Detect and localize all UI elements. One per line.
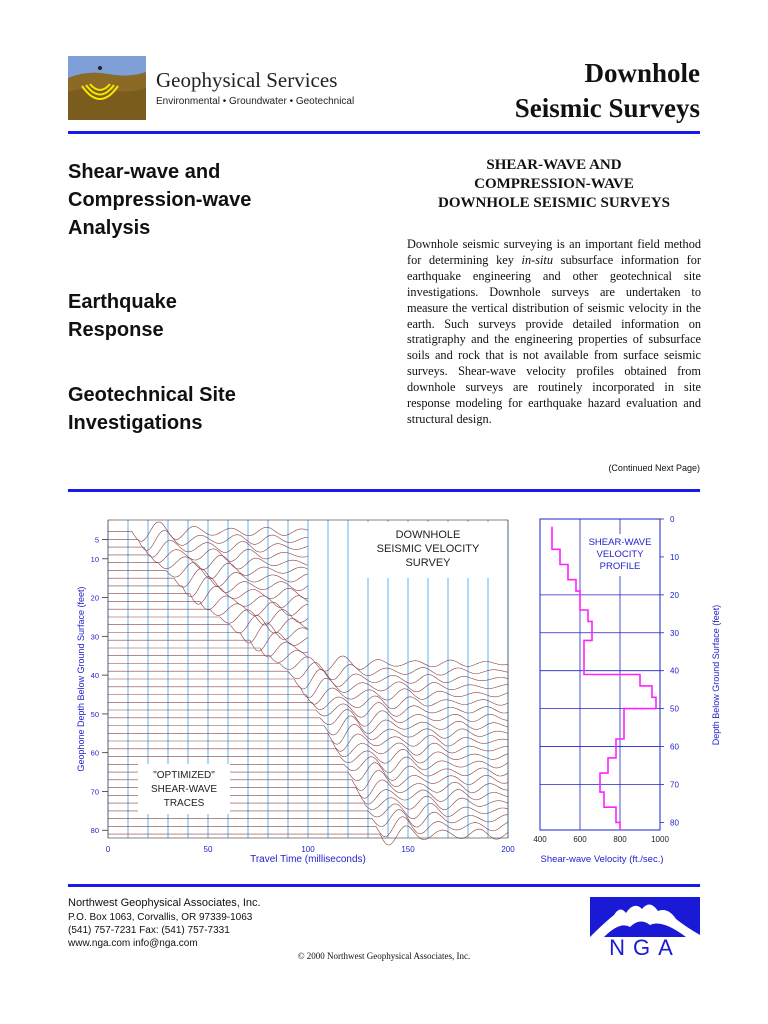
heading-analysis [68, 158, 251, 242]
velocity-x-tick-label: 400 [533, 835, 547, 844]
velocity-title-line2: VELOCITY [596, 549, 644, 560]
continued-note: (Continued Next Page) [608, 463, 700, 473]
section-divider [68, 489, 700, 492]
seismic-y-ticks [91, 535, 108, 835]
seismic-y-tick-label: 5 [94, 535, 99, 545]
velocity-y-tick-label: 70 [670, 780, 679, 790]
seismic-y-tick-label: 60 [90, 748, 99, 758]
seismic-y-tick-label: 70 [90, 787, 99, 797]
seismic-y-tick-label: 20 [90, 593, 99, 603]
heading-analysis-line1: Shear-wave and [68, 161, 221, 183]
seismic-x-tick-label: 100 [301, 845, 315, 854]
heading-geotechnical-line2: Investigations [68, 412, 203, 434]
body-text-part1: Downhole seismic surveying is an important field method for determining key [407, 237, 701, 267]
seismic-x-tick-label: 200 [501, 845, 515, 854]
seismic-x-label: Travel Time (milliseconds) [250, 854, 366, 865]
footer-phone: (541) 757-7231 Fax: (541) 757-7331 [68, 925, 230, 936]
footer-company: Northwest Geophysical Associates, Inc. [68, 897, 261, 909]
company-logo [68, 56, 146, 120]
nga-logo [590, 897, 700, 961]
seismic-y-tick-label: 30 [90, 632, 99, 642]
velocity-y-tick-label: 80 [670, 818, 679, 828]
velocity-y-label: Depth Below Ground Surface (feet) [711, 604, 721, 746]
brand-tagline: Environmental • Groundwater • Geotechnical [156, 96, 355, 107]
seismic-x-ticks [106, 845, 515, 854]
heading-analysis-line2: Compression-wave [68, 189, 252, 211]
velocity-x-tick-label: 1000 [651, 835, 669, 844]
document-title-line2: Seismic Surveys [514, 93, 700, 123]
seismic-traces-chart [68, 514, 518, 866]
brand-name: Geophysical Services [156, 68, 338, 92]
seismic-x-tick-label: 0 [105, 845, 111, 854]
velocity-y-tick-label: 50 [670, 704, 679, 714]
footer-web[interactable]: www.nga.com info@nga.com [68, 938, 198, 949]
ground-waves-icon [68, 56, 146, 120]
seismic-y-tick-label: 40 [90, 671, 99, 681]
heading-geotechnical-line1: Geotechnical Site [68, 384, 236, 406]
seismic-y-tick-label: 80 [90, 826, 99, 836]
velocity-x-label: Shear-wave Velocity (ft./sec.) [540, 854, 664, 865]
mountain-icon [590, 897, 700, 961]
annotation-line3: TRACES [163, 798, 205, 809]
velocity-x-tick-label: 800 [613, 835, 627, 844]
section-body [407, 237, 701, 428]
velocity-y-tick-label: 20 [670, 590, 679, 600]
seismic-x-tick-label: 150 [401, 845, 415, 854]
seismic-y-tick-label: 50 [90, 709, 99, 719]
section-title [400, 156, 708, 213]
section-title-line1: SHEAR-WAVE AND [486, 157, 622, 173]
velocity-y-tick-label: 30 [670, 628, 679, 638]
footer-divider [68, 884, 700, 887]
velocity-title-line1: SHEAR-WAVE [588, 537, 652, 548]
seismic-y-tick-label: 10 [90, 554, 99, 564]
velocity-profile-chart [520, 510, 730, 870]
heading-earthquake-line2: Response [68, 319, 164, 341]
section-title-line3: DOWNHOLE SEISMIC SURVEYS [437, 195, 671, 211]
velocity-y-tick-label: 40 [670, 666, 679, 676]
velocity-y-tick-label: 60 [670, 742, 679, 752]
heading-geotechnical [68, 381, 236, 437]
body-text-part2: subsurface information for earthquake engineering and other geotechnical site investigations. Downhole surveys are undertaken to measure the vertical distribution of seismic velocity in the earth. Such surveys provide detailed information on stratigraphy and the engineering properties of subsurface soils and rock that is not available from surface seismic surveys. Shear-wave velocity profiles obtained from downhole surveys are routinely incorporated in site response modeling for earthquake hazard evaluation and structural design. [407, 252, 701, 426]
heading-earthquake-line1: Earthquake [68, 291, 177, 313]
document-title-line1: Downhole [584, 58, 700, 88]
velocity-y-ticks [660, 515, 679, 827]
document-title [515, 56, 700, 126]
body-text-italic: in-situ [521, 252, 553, 267]
velocity-title-line3: PROFILE [599, 561, 641, 572]
footer-address: P.O. Box 1063, Corvallis, OR 97339-1063 [68, 912, 253, 923]
velocity-y-tick-label: 0 [670, 515, 675, 524]
seismic-title-line2: SEISMIC VELOCITY [376, 543, 480, 555]
velocity-x-tick-label: 600 [573, 835, 587, 844]
annotation-line2: SHEAR-WAVE [150, 784, 218, 795]
seismic-title-line1: DOWNHOLE [395, 529, 461, 541]
nga-logo-text: NGA [609, 935, 681, 960]
heading-earthquake [68, 288, 177, 344]
seismic-x-tick-label: 50 [203, 845, 213, 854]
annotation-line1: "OPTIMIZED" [153, 770, 215, 781]
seismic-title-line3: SURVEY [405, 557, 451, 569]
velocity-y-tick-label: 10 [670, 552, 679, 562]
heading-analysis-line3: Analysis [68, 217, 151, 239]
section-title-line2: COMPRESSION-WAVE [474, 176, 634, 192]
seismic-y-label: Geophone Depth Below Ground Surface (feet) [76, 586, 86, 772]
copyright-notice: © 2000 Northwest Geophysical Associates, Inc. [297, 951, 471, 961]
header-divider [68, 131, 700, 134]
velocity-x-ticks [533, 835, 669, 844]
